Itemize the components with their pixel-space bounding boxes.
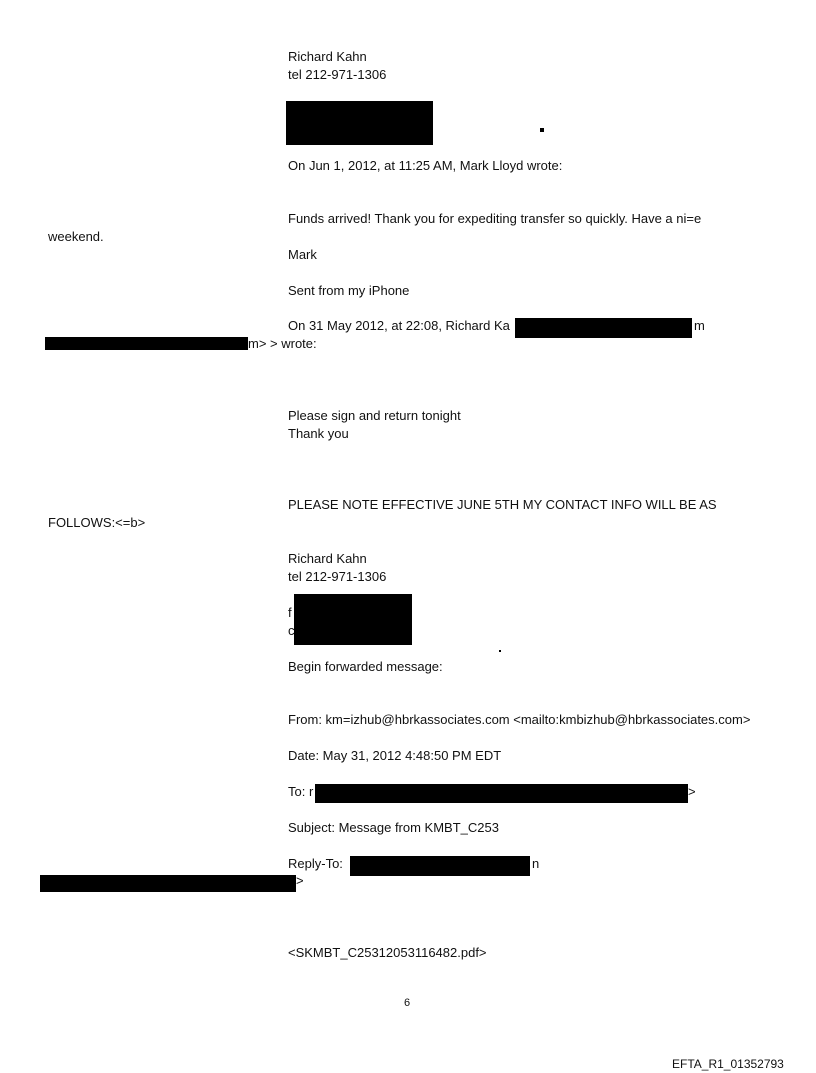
stray-dot — [540, 128, 544, 132]
quoted-header-line2: m> > wrote: — [248, 336, 317, 351]
reply-body-line1: Funds arrived! Thank you for expediting transfer so quickly. Have a ni=e — [288, 211, 702, 226]
attachment-name: <SKMBT_C25312053116482.pdf> — [288, 945, 487, 960]
signature-name: Richard Kahn — [288, 49, 367, 64]
redaction-block — [45, 337, 248, 350]
reply-body-line2: weekend. — [48, 229, 104, 244]
forward-intro: Begin forwarded message: — [288, 659, 443, 674]
forward-reply-to: Reply-To: — [288, 856, 343, 871]
forward-reply-to-line2-end: > — [296, 873, 304, 888]
quoted-line2: Thank you — [288, 426, 349, 441]
page-number: 6 — [404, 997, 411, 1009]
quoted-header-end: m — [694, 318, 705, 333]
forward-reply-to-end: n — [532, 856, 540, 871]
signature-tel: tel 212-971-1306 — [288, 569, 387, 584]
quoted-line1: Please sign and return tonight — [288, 408, 461, 423]
forward-date: Date: May 31, 2012 4:48:50 PM EDT — [288, 748, 502, 763]
reply-header: On Jun 1, 2012, at 11:25 AM, Mark Lloyd wrote: — [288, 158, 563, 173]
redaction-block — [315, 784, 688, 803]
forward-from: From: km=izhub@hbrkassociates.com <mailto:kmbizhub@hbrkassociates.com> — [288, 712, 751, 727]
redaction-block — [350, 856, 530, 876]
redaction-block — [40, 875, 296, 892]
reply-sender: Mark — [288, 247, 317, 262]
reply-sent-from: Sent from my iPhone — [288, 283, 410, 298]
redaction-block — [515, 318, 692, 338]
document-id: EFTA_R1_01352793 — [672, 1057, 784, 1071]
stray-dot — [499, 650, 501, 652]
notice-line2: FOLLOWS:<=b> — [48, 515, 146, 530]
redaction-block — [286, 101, 433, 145]
quoted-header-start: On 31 May 2012, at 22:08, Richard Ka — [288, 318, 510, 333]
signature-name: Richard Kahn — [288, 551, 367, 566]
signature-tel: tel 212-971-1306 — [288, 67, 387, 82]
signature-fragment: f — [288, 605, 292, 620]
forward-to-end: > — [688, 784, 696, 799]
notice-line1: PLEASE NOTE EFFECTIVE JUNE 5TH MY CONTACT INFO WILL BE AS — [288, 497, 717, 512]
forward-to: To: r — [288, 784, 314, 799]
forward-subject: Subject: Message from KMBT_C253 — [288, 820, 499, 835]
signature-fragment: c — [288, 623, 295, 638]
redaction-block — [294, 594, 412, 645]
